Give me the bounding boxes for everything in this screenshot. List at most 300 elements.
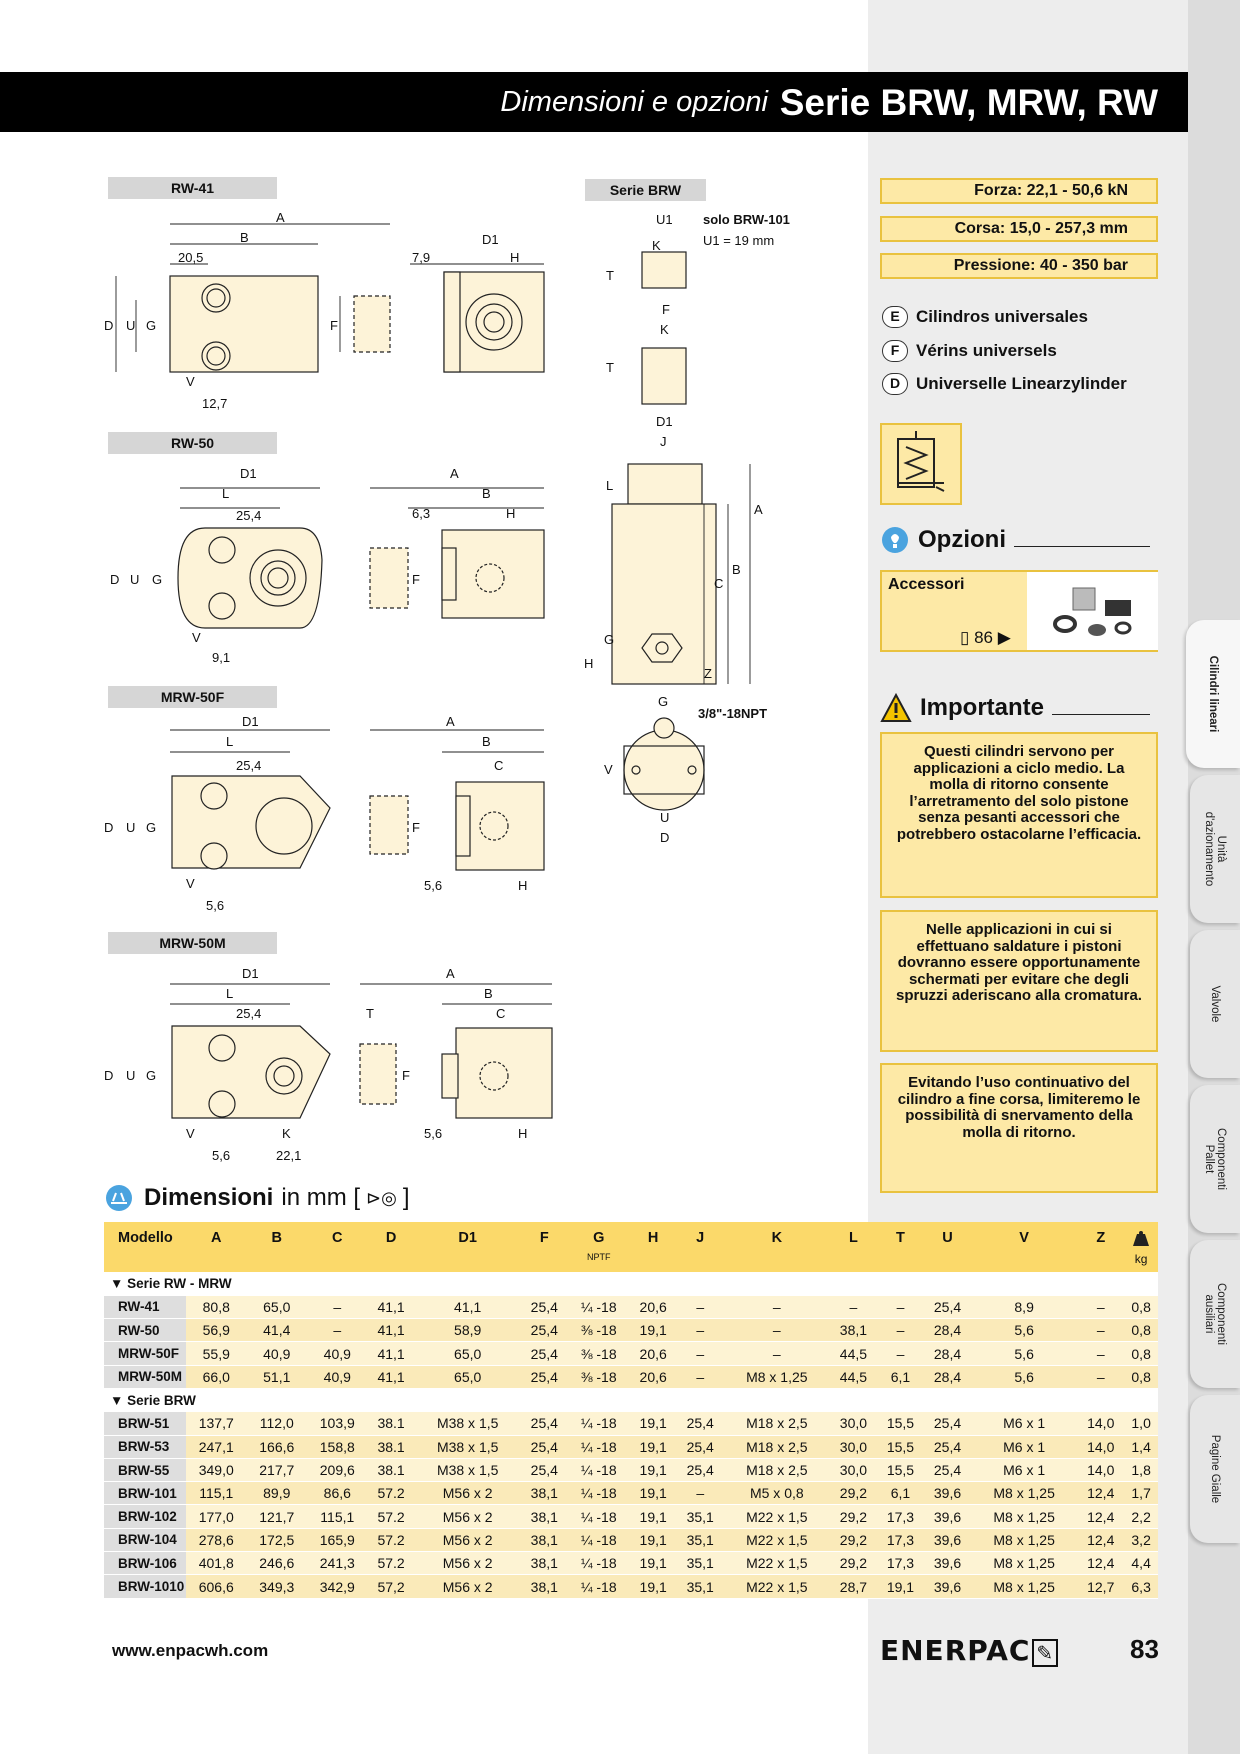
value-cell: 12,4	[1077, 1528, 1124, 1551]
value-cell: 12,7	[1077, 1575, 1124, 1598]
value-cell: 25,4	[924, 1295, 971, 1318]
value-cell: ¼ -18	[568, 1458, 630, 1481]
tab-label: Componenti ausiliari	[1203, 1282, 1227, 1346]
value-cell: –	[877, 1295, 924, 1318]
svg-text:22,1: 22,1	[276, 1148, 302, 1163]
value-cell: 38,1	[521, 1482, 568, 1505]
svg-text:B: B	[482, 734, 491, 749]
value-cell: 89,9	[247, 1482, 308, 1505]
svg-text:A: A	[450, 466, 459, 481]
value-cell: 6,1	[877, 1482, 924, 1505]
value-cell: 28,4	[924, 1365, 971, 1388]
value-cell: M6 x 1	[971, 1412, 1077, 1435]
arrow-right-icon: ▶	[997, 628, 1011, 647]
svg-text:F: F	[402, 1068, 410, 1083]
value-cell: ¼ -18	[568, 1482, 630, 1505]
value-cell: 0,8	[1124, 1295, 1158, 1318]
value-cell: 44,5	[830, 1365, 877, 1388]
lang-code-f: F	[882, 340, 908, 362]
value-cell: 19,1	[630, 1412, 677, 1435]
header-title: Serie BRW, MRW, RW	[779, 82, 1158, 123]
brw-note-value: U1 = 19 mm	[703, 233, 775, 248]
svg-text:D: D	[660, 830, 670, 845]
value-cell: –	[307, 1295, 368, 1318]
svg-text:25,4: 25,4	[236, 758, 262, 773]
value-cell: 41,1	[368, 1319, 415, 1342]
value-cell: 8,9	[971, 1295, 1077, 1318]
value-cell: 25,4	[521, 1295, 568, 1318]
value-cell: 25,4	[924, 1435, 971, 1458]
svg-text:C: C	[494, 758, 504, 773]
value-cell: –	[1077, 1342, 1124, 1365]
value-cell: 65,0	[415, 1365, 521, 1388]
value-cell: 137,7	[186, 1412, 247, 1435]
value-cell: 25,4	[521, 1319, 568, 1342]
value-cell: 28,7	[830, 1575, 877, 1598]
tab-cilindri-lineari[interactable]	[1186, 620, 1240, 768]
value-cell: 30,0	[830, 1435, 877, 1458]
model-cell: MRW-50F	[104, 1342, 186, 1365]
col-header: J	[677, 1222, 724, 1272]
value-cell: 6,1	[877, 1365, 924, 1388]
svg-text:A: A	[754, 502, 763, 517]
value-cell: 29,2	[830, 1552, 877, 1575]
value-cell: ¼ -18	[568, 1295, 630, 1318]
svg-text:G: G	[604, 632, 615, 647]
dimensioni-unit-end: ]	[402, 1184, 410, 1211]
enerpac-logo: ENERPAC ✎	[880, 1634, 1058, 1667]
value-cell: 39,6	[924, 1575, 971, 1598]
svg-text:T: T	[606, 360, 614, 375]
svg-text:U: U	[660, 810, 670, 825]
value-cell: 35,1	[677, 1528, 724, 1551]
value-cell: M56 x 2	[415, 1528, 521, 1551]
svg-text:V: V	[186, 1126, 195, 1141]
svg-text:F: F	[412, 820, 420, 835]
dimensioni-unit: in mm [	[281, 1184, 361, 1211]
value-cell: M5 x 0,8	[724, 1482, 830, 1505]
drawing-label-rw50: RW-50	[108, 432, 277, 454]
svg-text:B: B	[484, 986, 493, 1001]
table-row	[104, 1482, 1158, 1505]
value-cell: 5,6	[971, 1342, 1077, 1365]
svg-text:D: D	[104, 318, 114, 333]
value-cell: 0,8	[1124, 1365, 1158, 1388]
note-fine-corsa: Evitando l’uso continuativo del cilindro a fine corsa, limiteremo le possibilità di snervamento della molla di ritorno.	[880, 1063, 1158, 1193]
accessori-page: 86	[974, 628, 994, 647]
value-cell: 14,0	[1077, 1435, 1124, 1458]
svg-text:L: L	[226, 986, 234, 1001]
value-cell: 19,1	[630, 1435, 677, 1458]
importante-heading	[880, 693, 1150, 723]
value-cell: 349,0	[186, 1458, 247, 1481]
model-cell: BRW-1010	[104, 1575, 186, 1598]
value-cell: 35,1	[677, 1575, 724, 1598]
value-cell: 57,2	[368, 1575, 415, 1598]
projection-symbol-icon: ⊳◎	[366, 1187, 397, 1208]
value-cell: 29,2	[830, 1528, 877, 1551]
svg-text:J: J	[660, 434, 667, 449]
value-cell: M8 x 1,25	[971, 1528, 1077, 1551]
value-cell: M56 x 2	[415, 1552, 521, 1575]
col-subheader: NPTF	[586, 1252, 611, 1262]
table-row	[104, 1435, 1158, 1458]
svg-text:9,1: 9,1	[212, 650, 231, 665]
value-cell: 38.1	[368, 1458, 415, 1481]
value-cell: 41,1	[415, 1295, 521, 1318]
value-cell: 30,0	[830, 1458, 877, 1481]
svg-text:D: D	[104, 1068, 114, 1083]
lang-text-f: Vérins universels	[916, 341, 1057, 360]
value-cell: –	[1077, 1365, 1124, 1388]
accessories-image	[1027, 572, 1158, 650]
table-row	[104, 1365, 1158, 1388]
value-cell: 38,1	[521, 1505, 568, 1528]
value-cell: M18 x 2,5	[724, 1412, 830, 1435]
drawing-label-mrw50m: MRW-50M	[108, 932, 277, 954]
value-cell: M56 x 2	[415, 1575, 521, 1598]
value-cell: 103,9	[307, 1412, 368, 1435]
value-cell: 30,0	[830, 1412, 877, 1435]
value-cell: 51,1	[247, 1365, 308, 1388]
col-header: D1	[415, 1222, 521, 1272]
value-cell: 25,4	[924, 1458, 971, 1481]
brw-note-label: solo BRW-101	[703, 212, 790, 227]
note-saldature: Nelle applicazioni in cui si effettuano saldature i pistoni dovranno essere opportunamente schermati per evitare che degli spruzzi aderiscano alla cromatura.	[880, 910, 1158, 1052]
value-cell: 40,9	[307, 1342, 368, 1365]
value-cell: 15,5	[877, 1412, 924, 1435]
tab-label: Pagine Gialle	[1209, 1434, 1221, 1504]
value-cell: 25,4	[521, 1412, 568, 1435]
value-cell: 6,3	[1124, 1575, 1158, 1598]
value-cell: 20,6	[630, 1365, 677, 1388]
model-cell: BRW-55	[104, 1458, 186, 1481]
dimensions-table	[104, 1222, 1158, 1599]
svg-text:B: B	[240, 230, 249, 245]
value-cell: M22 x 1,5	[724, 1552, 830, 1575]
svg-text:G: G	[146, 1068, 157, 1083]
accessori-box[interactable]	[880, 570, 1158, 652]
value-cell: 38.1	[368, 1412, 415, 1435]
svg-text:G: G	[146, 318, 157, 333]
value-cell: –	[307, 1319, 368, 1342]
table-group-row	[104, 1272, 1158, 1295]
value-cell: ⅜ -18	[568, 1342, 630, 1365]
tab-label: Unità d'azionamento	[1203, 811, 1227, 887]
svg-text:H: H	[518, 1126, 528, 1141]
tab-componenti-ausiliari[interactable]	[1190, 1240, 1240, 1388]
header-subtitle: Dimensioni e opzioni	[500, 86, 768, 118]
group-label: ▼ Serie BRW	[104, 1388, 1158, 1411]
importante-title: Importante	[920, 694, 1045, 721]
value-cell: ¼ -18	[568, 1505, 630, 1528]
value-cell: 28,4	[924, 1319, 971, 1342]
value-cell: 19,1	[630, 1458, 677, 1481]
table-row	[104, 1295, 1158, 1318]
value-cell: 14,0	[1077, 1458, 1124, 1481]
value-cell: 0,8	[1124, 1342, 1158, 1365]
value-cell: ¼ -18	[568, 1552, 630, 1575]
value-cell: 12,4	[1077, 1505, 1124, 1528]
value-cell: 349,3	[247, 1575, 308, 1598]
col-header: L	[830, 1222, 877, 1272]
value-cell: 38,1	[521, 1528, 568, 1551]
value-cell: 246,6	[247, 1552, 308, 1575]
value-cell: M8 x 1,25	[724, 1365, 830, 1388]
value-cell: 19,1	[877, 1575, 924, 1598]
col-header: F	[521, 1222, 568, 1272]
dimensions-icon	[104, 1183, 134, 1213]
svg-text:D1: D1	[240, 466, 257, 481]
value-cell: 17,3	[877, 1552, 924, 1575]
value-cell: –	[1077, 1295, 1124, 1318]
value-cell: 56,9	[186, 1319, 247, 1342]
value-cell: –	[677, 1295, 724, 1318]
opzioni-heading	[880, 525, 1150, 555]
value-cell: 19,1	[630, 1482, 677, 1505]
svg-text:B: B	[732, 562, 741, 577]
value-cell: 25,4	[521, 1458, 568, 1481]
table-header-row	[104, 1222, 1158, 1272]
value-cell: 15,5	[877, 1435, 924, 1458]
value-cell: 15,5	[877, 1458, 924, 1481]
value-cell: 121,7	[247, 1505, 308, 1528]
table-row	[104, 1575, 1158, 1598]
model-cell: RW-50	[104, 1319, 186, 1342]
svg-text:V: V	[192, 630, 201, 645]
value-cell: 65,0	[415, 1342, 521, 1365]
value-cell: M6 x 1	[971, 1435, 1077, 1458]
model-cell: BRW-51	[104, 1412, 186, 1435]
value-cell: 41,1	[368, 1365, 415, 1388]
value-cell: M18 x 2,5	[724, 1435, 830, 1458]
value-cell: M8 x 1,25	[971, 1575, 1077, 1598]
value-cell: 17,3	[877, 1505, 924, 1528]
drawing-label-mrw50f: MRW-50F	[108, 686, 277, 708]
svg-text:C: C	[714, 576, 724, 591]
svg-text:V: V	[186, 374, 195, 389]
value-cell: 12,4	[1077, 1552, 1124, 1575]
value-cell: 165,9	[307, 1528, 368, 1551]
value-cell: M22 x 1,5	[724, 1575, 830, 1598]
tab-componenti-pallet[interactable]	[1190, 1085, 1240, 1233]
svg-text:D1: D1	[482, 232, 499, 247]
tab-valvole[interactable]	[1190, 930, 1240, 1078]
value-cell: 166,6	[247, 1435, 308, 1458]
col-header: H	[630, 1222, 677, 1272]
value-cell: –	[724, 1342, 830, 1365]
value-cell: 80,8	[186, 1295, 247, 1318]
value-cell: 1,7	[1124, 1482, 1158, 1505]
value-cell: 41,4	[247, 1319, 308, 1342]
value-cell: 28,4	[924, 1342, 971, 1365]
value-cell: 25,4	[924, 1412, 971, 1435]
value-cell: 0,8	[1124, 1319, 1158, 1342]
value-cell: 25,4	[521, 1435, 568, 1458]
svg-text:F: F	[662, 302, 670, 317]
svg-text:A: A	[276, 210, 285, 225]
spec-corsa: Corsa: 15,0 - 257,3 mm	[880, 216, 1158, 242]
opzioni-title: Opzioni	[918, 526, 1006, 553]
value-cell: 158,8	[307, 1435, 368, 1458]
col-header: U	[924, 1222, 971, 1272]
value-cell: ¼ -18	[568, 1435, 630, 1458]
value-cell: 55,9	[186, 1342, 247, 1365]
spec-forza: Forza: 22,1 - 50,6 kN	[880, 178, 1158, 204]
svg-text:V: V	[604, 762, 613, 777]
model-cell: RW-41	[104, 1295, 186, 1318]
value-cell: –	[677, 1482, 724, 1505]
svg-text:F: F	[330, 318, 338, 333]
value-cell: 57.2	[368, 1552, 415, 1575]
value-cell: –	[830, 1295, 877, 1318]
svg-text:A: A	[446, 714, 455, 729]
table-row	[104, 1505, 1158, 1528]
value-cell: 115,1	[186, 1482, 247, 1505]
svg-text:K: K	[652, 238, 661, 253]
value-cell: –	[677, 1342, 724, 1365]
model-cell: MRW-50M	[104, 1365, 186, 1388]
value-cell: 342,9	[307, 1575, 368, 1598]
col-header: B	[247, 1222, 308, 1272]
value-cell: 66,0	[186, 1365, 247, 1388]
value-cell: 35,1	[677, 1552, 724, 1575]
accessori-page-ref[interactable]	[960, 628, 1011, 648]
value-cell: M38 x 1,5	[415, 1458, 521, 1481]
col-header: kg	[1134, 1252, 1148, 1266]
svg-text:D: D	[104, 820, 114, 835]
value-cell: M18 x 2,5	[724, 1458, 830, 1481]
value-cell: 19,1	[630, 1575, 677, 1598]
value-cell: 25,4	[521, 1365, 568, 1388]
value-cell: 41,1	[368, 1295, 415, 1318]
table-row	[104, 1528, 1158, 1551]
value-cell: 241,3	[307, 1552, 368, 1575]
value-cell: M38 x 1,5	[415, 1412, 521, 1435]
table-row	[104, 1552, 1158, 1575]
value-cell: 39,6	[924, 1482, 971, 1505]
value-cell: 19,1	[630, 1505, 677, 1528]
value-cell: 29,2	[830, 1482, 877, 1505]
value-cell: 278,6	[186, 1528, 247, 1551]
value-cell: M56 x 2	[415, 1505, 521, 1528]
svg-text:U1: U1	[656, 212, 673, 227]
col-header: Modello	[104, 1222, 186, 1272]
value-cell: 17,3	[877, 1528, 924, 1551]
footer-url[interactable]: www.enpacwh.com	[112, 1641, 269, 1660]
lang-text-e: Cilindros universales	[916, 307, 1088, 326]
tab-label: Valvole	[1209, 985, 1221, 1023]
col-header-kg	[1124, 1222, 1158, 1272]
value-cell: M6 x 1	[971, 1458, 1077, 1481]
svg-text:B: B	[482, 486, 491, 501]
lang-text-d: Universelle Linearzylinder	[916, 374, 1127, 393]
value-cell: 3,2	[1124, 1528, 1158, 1551]
dimensioni-title: Dimensioni	[144, 1184, 274, 1211]
value-cell: 606,6	[186, 1575, 247, 1598]
lang-code-d: D	[882, 373, 908, 395]
technical-drawings	[0, 0, 870, 1180]
value-cell: –	[677, 1319, 724, 1342]
svg-text:6,3: 6,3	[412, 506, 431, 521]
value-cell: ¼ -18	[568, 1575, 630, 1598]
col-header-g	[568, 1222, 630, 1272]
value-cell: 177,0	[186, 1505, 247, 1528]
drawing-label-brw: Serie BRW	[585, 179, 706, 201]
svg-text:25,4: 25,4	[236, 1006, 262, 1021]
value-cell: 115,1	[307, 1505, 368, 1528]
svg-text:G: G	[152, 572, 163, 587]
warning-icon	[880, 693, 912, 723]
value-cell: 25,4	[677, 1412, 724, 1435]
value-cell: 38,1	[521, 1552, 568, 1575]
col-header: V	[971, 1222, 1077, 1272]
svg-text:U: U	[126, 820, 136, 835]
value-cell: –	[1077, 1319, 1124, 1342]
value-cell: ⅜ -18	[568, 1319, 630, 1342]
col-header: K	[724, 1222, 830, 1272]
value-cell: 25,4	[677, 1435, 724, 1458]
value-cell: 19,1	[630, 1319, 677, 1342]
svg-text:12,7: 12,7	[202, 396, 228, 411]
value-cell: 38.1	[368, 1435, 415, 1458]
table-row	[104, 1342, 1158, 1365]
tab-pagine-gialle[interactable]	[1190, 1395, 1240, 1543]
col-header: G	[593, 1230, 605, 1246]
value-cell: 19,1	[630, 1528, 677, 1551]
svg-text:H: H	[510, 250, 520, 265]
lang-code-e: E	[882, 306, 908, 328]
svg-text:L: L	[222, 486, 230, 501]
svg-text:5,6: 5,6	[212, 1148, 231, 1163]
svg-text:L: L	[226, 734, 234, 749]
value-cell: –	[877, 1319, 924, 1342]
value-cell: 1,4	[1124, 1435, 1158, 1458]
value-cell: ¼ -18	[568, 1528, 630, 1551]
value-cell: 14,0	[1077, 1412, 1124, 1435]
value-cell: 57.2	[368, 1505, 415, 1528]
value-cell: 2,2	[1124, 1505, 1158, 1528]
table-row	[104, 1458, 1158, 1481]
value-cell: M22 x 1,5	[724, 1505, 830, 1528]
svg-text:F: F	[412, 572, 420, 587]
lang-row-d	[882, 373, 1127, 395]
value-cell: 38,1	[521, 1575, 568, 1598]
page-number: 83	[1130, 1634, 1159, 1664]
svg-text:5,6: 5,6	[424, 878, 443, 893]
value-cell: 57.2	[368, 1482, 415, 1505]
brw-npt-label: 3/8"-18NPT	[698, 706, 768, 721]
value-cell: 39,6	[924, 1505, 971, 1528]
col-header: A	[186, 1222, 247, 1272]
svg-text:D1: D1	[242, 966, 259, 981]
value-cell: 12,4	[1077, 1482, 1124, 1505]
tab-unita-azionamento[interactable]	[1190, 775, 1240, 923]
value-cell: ¼ -18	[568, 1412, 630, 1435]
tab-label: Cilindri lineari	[1207, 655, 1219, 733]
value-cell: 25,4	[677, 1458, 724, 1481]
svg-text:7,9: 7,9	[412, 250, 431, 265]
svg-text:D1: D1	[656, 414, 673, 429]
svg-text:D: D	[110, 572, 120, 587]
value-cell: 58,9	[415, 1319, 521, 1342]
svg-text:Z: Z	[704, 666, 712, 681]
lang-row-f	[882, 340, 1057, 362]
table-row	[104, 1319, 1158, 1342]
tab-label: Componenti Pallet	[1203, 1127, 1227, 1191]
lang-row-e	[882, 306, 1088, 328]
svg-text:5,6: 5,6	[206, 898, 225, 913]
